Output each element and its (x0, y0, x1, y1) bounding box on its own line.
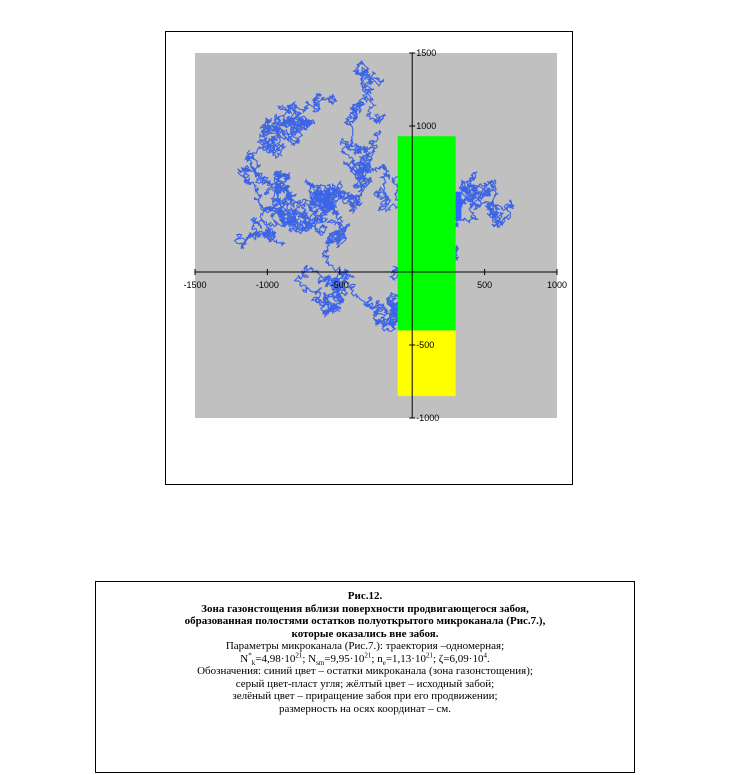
param-nsm-value: =9,95·10 (324, 652, 365, 665)
param-ne-symbol: ; n (371, 652, 383, 665)
x-tick-label: -500 (330, 280, 349, 290)
regions-layer (398, 136, 462, 396)
param-nk-sub: k (251, 658, 256, 667)
param-nk-symbol: N (240, 652, 249, 665)
param-end: . (486, 652, 490, 665)
x-tick-label: -1000 (255, 280, 279, 290)
x-tick-label: -1500 (183, 280, 207, 290)
y-tick-label: 1000 (416, 121, 437, 131)
x-tick-label: 1000 (546, 280, 568, 290)
caption-title-3: образованная полостями остатков полуоткрытого микроканала (Рис.7.), (184, 615, 546, 627)
caption-legend-4: размерность на осях координат – см. (278, 702, 452, 715)
caption-title-2: Зона газонстощения вблизи поверхности продвигающегося забоя, (201, 602, 529, 615)
param-nsm-exp: 21 (364, 650, 372, 659)
region-green (398, 136, 456, 330)
param-ne-value: =1,13·10 (385, 652, 426, 665)
param-zeta-exp: 4 (483, 650, 487, 659)
caption-legend-3: зелёный цвет – приращение забоя при его продвижении; (232, 690, 498, 702)
param-ne-sub: e (382, 658, 386, 667)
y-tick-label: -500 (416, 340, 435, 350)
y-tick-label: 1500 (416, 48, 437, 58)
param-ne-exp: 21 (425, 650, 433, 659)
caption-title-4: которые оказались вне забоя. (291, 627, 439, 640)
param-nk-exp: 21 (295, 650, 303, 659)
caption-params-values (96, 650, 634, 667)
param-zeta-value: ; ζ=6,09·10 (432, 652, 484, 665)
caption-legend-1: Обозначения: синий цвет – остатки микроканала (зона газонстощения); (197, 665, 533, 677)
region-blue (456, 192, 462, 221)
caption-params-line: Параметры микроканала (Рис.7.): траектория –одномерная; (225, 640, 505, 652)
param-nsm-sub: sm (316, 658, 325, 667)
figure-caption (95, 581, 635, 773)
param-nk-value: =4,98·10 (255, 652, 296, 665)
caption-legend-2: серый цвет-пласт угля; жёлтый цвет – исходный забой; (235, 677, 495, 690)
x-tick-label: 500 (477, 280, 493, 290)
param-nk-star: * (248, 650, 252, 659)
param-nsm-symbol: ; N (302, 652, 317, 665)
caption-title-1: Рис.12. (347, 590, 383, 602)
y-tick-label: -1000 (416, 413, 440, 423)
